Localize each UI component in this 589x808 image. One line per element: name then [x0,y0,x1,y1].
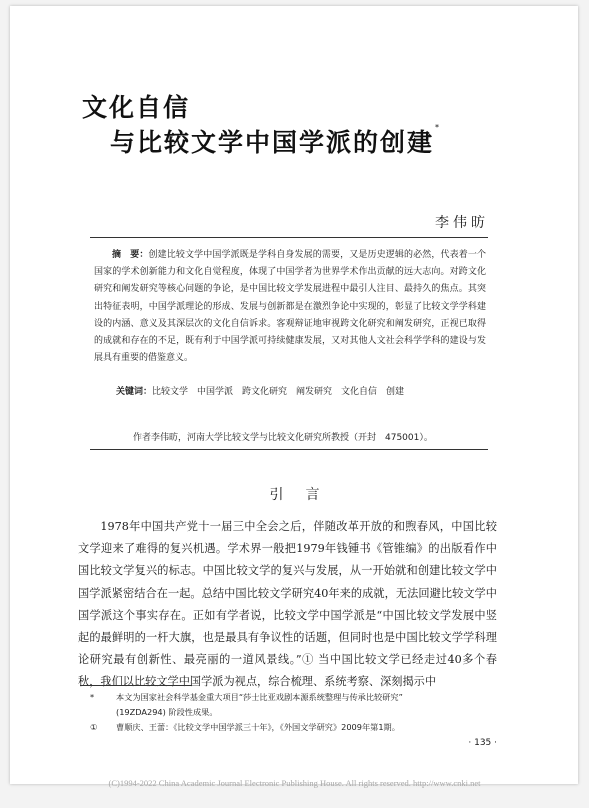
footnote-1 [90,690,500,720]
author-info: 作者李伟昉，河南大学比较文学与比较文化研究所教授（开封 475001）。 [133,433,433,443]
title-footnote-mark: * [435,123,442,132]
title-line-1: 文化自信 [82,93,191,122]
body-paragraph: 1978年中国共产党十一届三中全会之后，伴随改革开放的和煦春风，中国比较文学迎来了难得的复兴机遇。学术界一般把1979年钱锺书《管锥编》的出版看作中国比较文学复兴的标志。中国比较文学的复兴与发展，从一开始就和创建比较文学中国学派紧密结合在一起。总结中国比较文学研究40年来的成就，无法回避比较文学中国学派这个事实存在。正如有学者说，比较文学中国学派是“中国比较文学发展中竖起的最鲜明的一杆大旗，也是最具有争议性的话题，但同时也是中国比较文学学科理论研究最有创新性、最亮丽的一道风景线。”① 当中国比较文学已经走过40多个春秋，我们以比较文学中国学派为视点，综合梳理、系统考察、深刻揭示中 [78,520,497,689]
title-line-2 [110,123,441,159]
title-line-2-text: 与比较文学中国学派的创建 [110,128,435,157]
abstract-top-rule [90,237,488,238]
keywords-line [116,384,404,397]
footnote-1-mark: * [90,692,95,702]
footnote-2-mark: ① [90,722,98,732]
page-number: · 135 · [468,738,497,748]
keywords-label: 关键词： [116,387,153,397]
footnote-rule [80,685,192,686]
keywords-items: 比较文学 中国学派 跨文化研究 阐发研究 文化自信 创建 [152,387,405,397]
author-name: 李伟昉 [435,215,489,231]
footnote-1-line1: 本文为国家社会科学基金重大项目“莎士比亚戏剧本源系统整理与传承比较研究” [116,692,403,702]
abstract-label: 摘 要： [112,250,149,260]
abstract-bottom-rule [90,449,488,450]
abstract-block [94,247,486,367]
section-title: 引言 [269,487,342,503]
footnote-2-line1: 曹顺庆、王蕾：《比较文学中国学派三十年》，《外国文学研究》2009年第1期。 [116,722,400,732]
footnote-2 [90,720,500,735]
publisher-watermark: (C)1994-2022 China Academic Journal Electronic Publishing House. All rights reserved. http://www.cnki.net [108,778,481,788]
abstract-text: 创建比较文学中国学派既是学科自身发展的需要，又是历史逻辑的必然，代表着一个国家的学术创新能力和文化自觉程度，体现了中国学者为世界学术作出贡献的远大志向。对跨文化研究和阐发研究等核心问题的争论，是中国比较文学发展进程中最引人注目、最持久的焦点。其突出特征表明，中国学派理论的形成、发展与创新都是在激烈争论中实现的，彰显了比较文学学科建设的内涵、意义及其深层次的文化自信诉求。客观辩证地审视跨文化研究和阐发研究，正视已取得的成就和存在的不足，既有利于中国学派可持续健康发展，又对其他人文社会科学学科的建设与发展具有重要的借鉴意义。 [94,250,486,364]
footnote-1-line2: (19ZDA294) 阶段性成果。 [116,707,218,717]
